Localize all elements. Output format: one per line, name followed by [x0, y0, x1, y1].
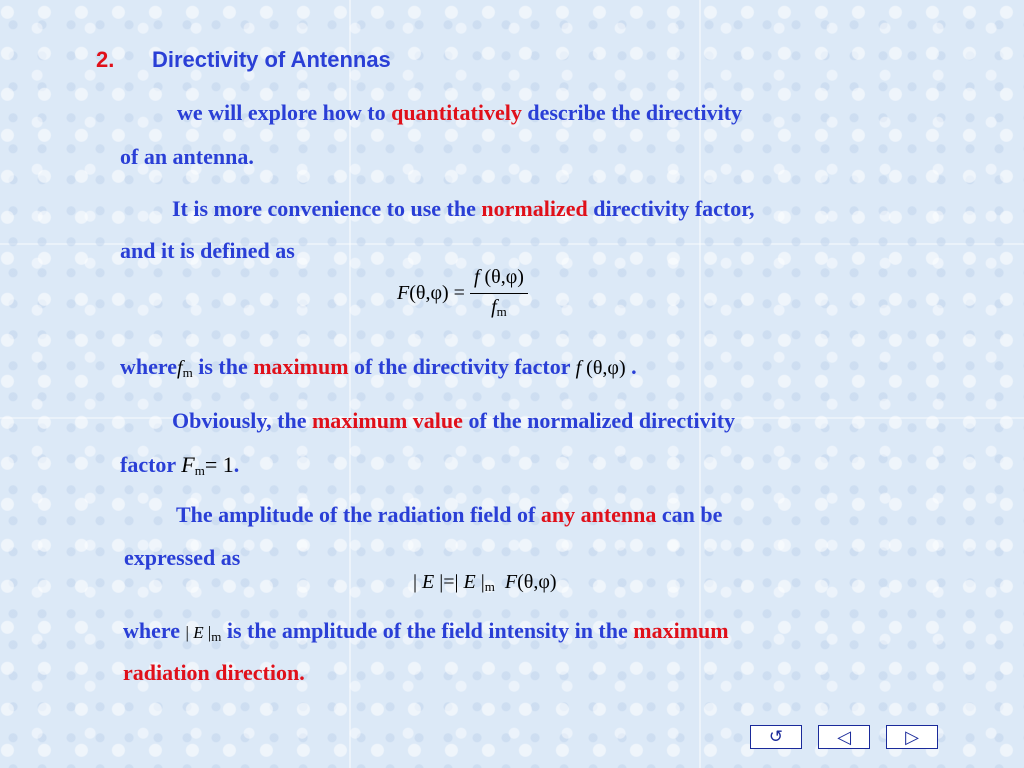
emphasis-maximum: maximum — [253, 354, 349, 379]
emphasis-any-antenna: any antenna — [540, 502, 657, 527]
para3-text: where — [120, 354, 178, 379]
return-icon: ↺ — [768, 727, 784, 747]
para2-line2: and it is defined as — [120, 238, 295, 263]
para4-line2 — [120, 452, 239, 479]
eq-bar: |=| — [434, 571, 464, 593]
eq-bar: | — [413, 571, 423, 593]
triangle-right-icon: ▷ — [905, 726, 919, 748]
eq-args: (θ,φ) — [517, 571, 557, 593]
para6-text: is the amplitude of the field intensity in the — [221, 618, 634, 643]
section-number: 2. — [96, 47, 115, 72]
para3-text: is the — [192, 354, 254, 379]
emphasis-normalized: normalized — [481, 196, 588, 221]
eq-subscript: m — [194, 463, 205, 478]
para6-text: where — [123, 618, 186, 643]
eq-args: (θ,φ) — [581, 357, 626, 379]
eq-subscript: m — [484, 579, 495, 594]
para4-line1 — [172, 408, 735, 434]
para6-line1 — [123, 618, 729, 645]
equation-normalized-directivity — [397, 266, 528, 320]
para5-line2: expressed as — [124, 545, 241, 570]
eq-symbol-F: F — [181, 452, 195, 477]
eq-symbol-F: F — [397, 281, 410, 304]
eq-subscript: m — [496, 304, 507, 319]
eq-bar: | — [475, 571, 485, 593]
eq-symbol-f: f — [491, 296, 497, 318]
eq-subscript: m — [182, 365, 193, 380]
next-button[interactable] — [886, 725, 938, 749]
eq-subscript: m — [211, 629, 222, 644]
eq-args: (θ,φ) — [479, 266, 524, 288]
emphasis-quantitatively: quantitatively — [391, 100, 522, 125]
para5-text: can be — [656, 502, 723, 527]
emphasis-maximum-value: maximum value — [311, 408, 463, 433]
eq-symbol-f: f — [473, 266, 480, 288]
emphasis-maximum: maximum — [633, 618, 729, 643]
para2-line1 — [172, 196, 755, 222]
para3-text: . — [625, 354, 637, 379]
eq-symbol-f: f — [177, 357, 183, 379]
eq-bar: | — [185, 623, 194, 642]
eq-fraction — [470, 266, 528, 320]
para6-line2: radiation direction. — [123, 660, 305, 685]
para4-text: of the normalized directivity — [462, 408, 736, 433]
return-button[interactable] — [750, 725, 802, 749]
para5-line1 — [176, 502, 722, 528]
equation-field-amplitude — [413, 571, 557, 595]
eq-symbol-E: E — [193, 623, 204, 642]
para4-text: factor — [120, 452, 182, 477]
eq-symbol-E: E — [463, 571, 476, 593]
eq-symbol-E: E — [422, 571, 435, 593]
para3-text: of the directivity factor — [348, 354, 576, 379]
eq-value: = 1 — [204, 452, 234, 477]
para2-text: directivity factor, — [587, 196, 755, 221]
section-title: Directivity of Antennas — [152, 47, 391, 72]
section-heading — [96, 47, 391, 73]
para4-text: Obviously, the — [172, 408, 312, 433]
para5-text: The amplitude of the radiation field of — [176, 502, 541, 527]
previous-button[interactable] — [818, 725, 870, 749]
eq-symbol-F: F — [504, 571, 518, 593]
eq-args: (θ,φ) = — [409, 281, 465, 304]
eq-bar: | — [203, 623, 212, 642]
para4-text: . — [233, 452, 240, 477]
para1-line2: of an antenna. — [120, 144, 254, 169]
para2-text: It is more convenience to use the — [172, 196, 482, 221]
para1-text: we will explore how to — [177, 100, 392, 125]
para3-line1 — [120, 354, 637, 381]
para1-line1 — [177, 100, 742, 126]
triangle-left-icon: ◁ — [837, 726, 851, 748]
para1-text: describe the directivity — [521, 100, 743, 125]
eq-symbol-f: f — [575, 357, 582, 379]
